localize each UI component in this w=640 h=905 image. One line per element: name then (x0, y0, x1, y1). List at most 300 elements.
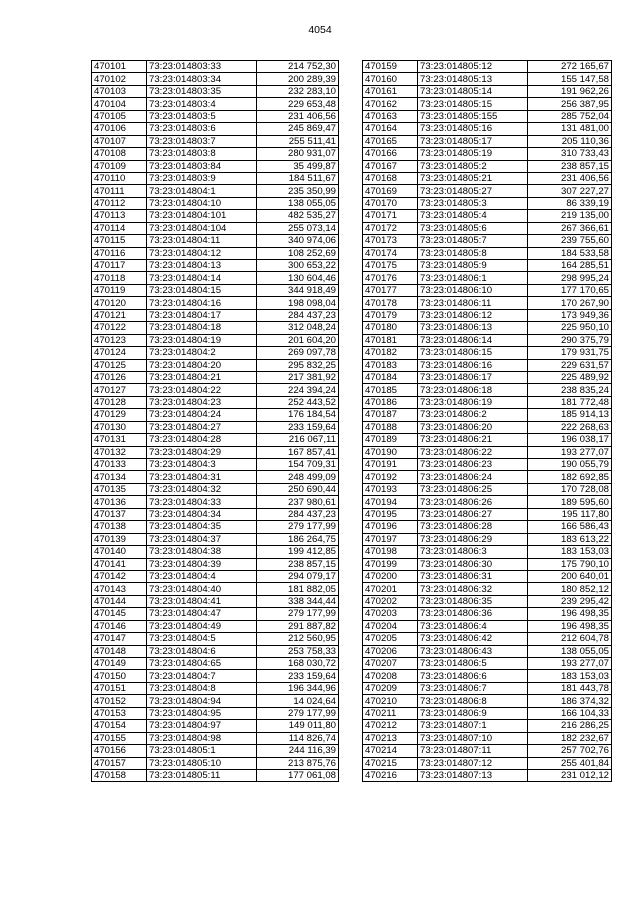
cadastral-number: 73:23:014806:19 (418, 396, 528, 408)
table-row (363, 61, 612, 73)
record-number: 470141 (92, 558, 147, 570)
table-row (92, 284, 339, 296)
record-number: 470116 (92, 247, 147, 259)
table-row (92, 409, 339, 421)
cadastral-number: 73:23:014806:27 (418, 508, 528, 520)
cadastral-value: 285 752,04 (528, 110, 612, 122)
cadastral-value: 344 918,49 (257, 284, 339, 296)
cadastral-value: 199 412,85 (257, 546, 339, 558)
cadastral-value: 239 755,60 (528, 235, 612, 247)
cadastral-number: 73:23:014807:13 (418, 769, 528, 781)
record-number: 470187 (363, 409, 418, 421)
record-number: 470119 (92, 284, 147, 296)
record-number: 470112 (92, 197, 147, 209)
record-number: 470101 (92, 61, 147, 73)
record-number: 470135 (92, 483, 147, 495)
table-row (363, 185, 612, 197)
table-row (363, 272, 612, 284)
record-number: 470171 (363, 210, 418, 222)
table-row (363, 73, 612, 85)
cadastral-number: 73:23:014805:16 (418, 123, 528, 135)
record-number: 470173 (363, 235, 418, 247)
cadastral-number: 73:23:014804:21 (147, 371, 257, 383)
table-row (363, 745, 612, 757)
table-row (92, 595, 339, 607)
cadastral-value: 257 702,76 (528, 745, 612, 757)
record-number: 470160 (363, 73, 418, 85)
record-number: 470106 (92, 123, 147, 135)
record-number: 470136 (92, 496, 147, 508)
cadastral-value: 233 159,64 (257, 421, 339, 433)
cadastral-value: 205 110,36 (528, 135, 612, 147)
cadastral-number: 73:23:014804:27 (147, 421, 257, 433)
table-row (92, 421, 339, 433)
record-number: 470142 (92, 570, 147, 582)
cadastral-value: 114 826,74 (257, 732, 339, 744)
record-number: 470181 (363, 334, 418, 346)
table-row (363, 769, 612, 781)
cadastral-value: 183 153,03 (528, 546, 612, 558)
table-row (363, 85, 612, 97)
cadastral-value: 212 560,95 (257, 633, 339, 645)
cadastral-value: 131 481,00 (528, 123, 612, 135)
table-row (92, 347, 339, 359)
table-row (92, 135, 339, 147)
cadastral-value: 239 295,42 (528, 595, 612, 607)
record-number: 470140 (92, 546, 147, 558)
record-number: 470167 (363, 160, 418, 172)
table-row (92, 396, 339, 408)
cadastral-number: 73:23:014805:155 (418, 110, 528, 122)
table-row (92, 620, 339, 632)
table-row (363, 297, 612, 309)
cadastral-number: 73:23:014803:34 (147, 73, 257, 85)
record-number: 470168 (363, 172, 418, 184)
cadastral-value: 338 344,44 (257, 595, 339, 607)
record-number: 470216 (363, 769, 418, 781)
table-row (92, 434, 339, 446)
table-row (363, 732, 612, 744)
cadastral-value: 237 980,61 (257, 496, 339, 508)
record-number: 470128 (92, 396, 147, 408)
cadastral-number: 73:23:014804:11 (147, 235, 257, 247)
record-number: 470131 (92, 434, 147, 446)
cadastral-number: 73:23:014805:17 (418, 135, 528, 147)
cadastral-number: 73:23:014804:98 (147, 732, 257, 744)
table-row (92, 85, 339, 97)
record-number: 470195 (363, 508, 418, 520)
cadastral-value: 175 790,10 (528, 558, 612, 570)
table-row (92, 459, 339, 471)
table-row (92, 123, 339, 135)
cadastral-value: 186 374,32 (528, 695, 612, 707)
table-row (363, 658, 612, 670)
cadastral-number: 73:23:014805:9 (418, 260, 528, 272)
record-number: 470176 (363, 272, 418, 284)
table-row (92, 695, 339, 707)
record-number: 470214 (363, 745, 418, 757)
table-row (363, 309, 612, 321)
cadastral-number: 73:23:014805:27 (418, 185, 528, 197)
table-row (92, 272, 339, 284)
record-number: 470155 (92, 732, 147, 744)
record-number: 470212 (363, 720, 418, 732)
cadastral-number: 73:23:014806:25 (418, 483, 528, 495)
cadastral-value: 14 024,64 (257, 695, 339, 707)
record-number: 470193 (363, 483, 418, 495)
cadastral-number: 73:23:014806:43 (418, 645, 528, 657)
table-row (363, 160, 612, 172)
cadastral-value: 225 950,10 (528, 322, 612, 334)
cadastral-value: 177 061,08 (257, 769, 339, 781)
table-row (92, 73, 339, 85)
record-number: 470206 (363, 645, 418, 657)
table-row (363, 682, 612, 694)
cadastral-value: 224 394,24 (257, 384, 339, 396)
cadastral-number: 73:23:014806:32 (418, 583, 528, 595)
cadastral-number: 73:23:014805:8 (418, 247, 528, 259)
record-number: 470124 (92, 347, 147, 359)
cadastral-value: 200 640,01 (528, 570, 612, 582)
table-row (363, 757, 612, 769)
cadastral-value: 269 097,78 (257, 347, 339, 359)
table-row (92, 546, 339, 558)
cadastral-value: 229 653,48 (257, 98, 339, 110)
cadastral-number: 73:23:014806:30 (418, 558, 528, 570)
record-number: 470115 (92, 235, 147, 247)
cadastral-number: 73:23:014805:6 (418, 222, 528, 234)
cadastral-value: 168 030,72 (257, 658, 339, 670)
cadastral-number: 73:23:014806:35 (418, 595, 528, 607)
cadastral-number: 73:23:014804:15 (147, 284, 257, 296)
cadastral-number: 73:23:014804:19 (147, 334, 257, 346)
record-number: 470202 (363, 595, 418, 607)
table-row (92, 583, 339, 595)
table-row (363, 222, 612, 234)
record-number: 470183 (363, 359, 418, 371)
cadastral-value: 185 914,13 (528, 409, 612, 421)
record-number: 470120 (92, 297, 147, 309)
cadastral-number: 73:23:014805:21 (418, 172, 528, 184)
cadastral-number: 73:23:014804:95 (147, 707, 257, 719)
cadastral-value: 272 165,67 (528, 61, 612, 73)
record-number: 470154 (92, 720, 147, 732)
cadastral-value: 267 366,61 (528, 222, 612, 234)
cadastral-number: 73:23:014805:10 (147, 757, 257, 769)
cadastral-number: 73:23:014807:11 (418, 745, 528, 757)
cadastral-number: 73:23:014806:42 (418, 633, 528, 645)
cadastral-number: 73:23:014804:5 (147, 633, 257, 645)
record-number: 470170 (363, 197, 418, 209)
cadastral-value: 181 882,05 (257, 583, 339, 595)
table-row (92, 110, 339, 122)
cadastral-number: 73:23:014806:21 (418, 434, 528, 446)
record-number: 470102 (92, 73, 147, 85)
table-row (363, 322, 612, 334)
cadastral-number: 73:23:014806:4 (418, 620, 528, 632)
cadastral-number: 73:23:014804:7 (147, 670, 257, 682)
cadastral-value: 190 055,79 (528, 459, 612, 471)
record-number: 470137 (92, 508, 147, 520)
cadastral-number: 73:23:014804:39 (147, 558, 257, 570)
table-row (363, 334, 612, 346)
table-row (92, 98, 339, 110)
table-row (363, 123, 612, 135)
record-number: 470174 (363, 247, 418, 259)
table-row (92, 670, 339, 682)
cadastral-number: 73:23:014804:34 (147, 508, 257, 520)
record-number: 470208 (363, 670, 418, 682)
cadastral-value: 279 177,99 (257, 707, 339, 719)
cadastral-value: 235 350,99 (257, 185, 339, 197)
cadastral-number: 73:23:014805:13 (418, 73, 528, 85)
cadastral-value: 184 511,67 (257, 172, 339, 184)
register-table-right (362, 60, 612, 782)
record-number: 470204 (363, 620, 418, 632)
cadastral-number: 73:23:014806:13 (418, 322, 528, 334)
cadastral-number: 73:23:014806:2 (418, 409, 528, 421)
table-row (92, 197, 339, 209)
record-number: 470196 (363, 521, 418, 533)
cadastral-value: 198 098,04 (257, 297, 339, 309)
record-number: 470108 (92, 148, 147, 160)
table-row (92, 769, 339, 781)
table-row (92, 757, 339, 769)
cadastral-value: 225 489,92 (528, 371, 612, 383)
record-number: 470113 (92, 210, 147, 222)
table-row (363, 496, 612, 508)
cadastral-value: 279 177,99 (257, 608, 339, 620)
table-row (363, 471, 612, 483)
table-row (363, 396, 612, 408)
cadastral-number: 73:23:014804:4 (147, 570, 257, 582)
table-row (363, 135, 612, 147)
cadastral-value: 86 339,19 (528, 197, 612, 209)
cadastral-number: 73:23:014803:84 (147, 160, 257, 172)
table-row (92, 322, 339, 334)
cadastral-value: 280 931,07 (257, 148, 339, 160)
cadastral-value: 181 772,48 (528, 396, 612, 408)
cadastral-number: 73:23:014804:38 (147, 546, 257, 558)
cadastral-number: 73:23:014804:49 (147, 620, 257, 632)
table-row (92, 508, 339, 520)
table-row (363, 608, 612, 620)
table-row (92, 446, 339, 458)
record-number: 470148 (92, 645, 147, 657)
table-row (363, 98, 612, 110)
cadastral-number: 73:23:014804:8 (147, 682, 257, 694)
record-number: 470197 (363, 533, 418, 545)
table-row (92, 185, 339, 197)
record-number: 470191 (363, 459, 418, 471)
table-row (92, 260, 339, 272)
cadastral-value: 176 184,54 (257, 409, 339, 421)
cadastral-number: 73:23:014806:23 (418, 459, 528, 471)
cadastral-value: 212 604,78 (528, 633, 612, 645)
table-row (92, 633, 339, 645)
record-number: 470192 (363, 471, 418, 483)
record-number: 470143 (92, 583, 147, 595)
cadastral-value: 214 752,30 (257, 61, 339, 73)
record-number: 470126 (92, 371, 147, 383)
cadastral-number: 73:23:014806:24 (418, 471, 528, 483)
cadastral-number: 73:23:014806:18 (418, 384, 528, 396)
record-number: 470104 (92, 98, 147, 110)
table-row (363, 521, 612, 533)
record-number: 470122 (92, 322, 147, 334)
record-number: 470205 (363, 633, 418, 645)
record-number: 470132 (92, 446, 147, 458)
cadastral-value: 290 375,79 (528, 334, 612, 346)
table-row (92, 496, 339, 508)
cadastral-value: 253 758,33 (257, 645, 339, 657)
table-row (363, 446, 612, 458)
table-row (92, 471, 339, 483)
cadastral-value: 217 381,92 (257, 371, 339, 383)
table-row (363, 720, 612, 732)
record-number: 470117 (92, 260, 147, 272)
cadastral-value: 138 055,05 (257, 197, 339, 209)
record-number: 470118 (92, 272, 147, 284)
cadastral-value: 166 586,43 (528, 521, 612, 533)
cadastral-value: 252 443,52 (257, 396, 339, 408)
table-row (92, 172, 339, 184)
record-number: 470139 (92, 533, 147, 545)
record-number: 470209 (363, 682, 418, 694)
record-number: 470127 (92, 384, 147, 396)
cadastral-number: 73:23:014804:23 (147, 396, 257, 408)
table-row (92, 682, 339, 694)
cadastral-value: 196 038,17 (528, 434, 612, 446)
cadastral-value: 154 709,31 (257, 459, 339, 471)
table-row (363, 595, 612, 607)
cadastral-number: 73:23:014804:17 (147, 309, 257, 321)
cadastral-number: 73:23:014803:9 (147, 172, 257, 184)
cadastral-value: 229 631,57 (528, 359, 612, 371)
cadastral-number: 73:23:014806:10 (418, 284, 528, 296)
cadastral-value: 284 437,23 (257, 508, 339, 520)
record-number: 470157 (92, 757, 147, 769)
cadastral-number: 73:23:014803:8 (147, 148, 257, 160)
cadastral-number: 73:23:014804:1 (147, 185, 257, 197)
record-number: 470133 (92, 459, 147, 471)
record-number: 470190 (363, 446, 418, 458)
cadastral-number: 73:23:014806:29 (418, 533, 528, 545)
cadastral-number: 73:23:014807:10 (418, 732, 528, 744)
record-number: 470165 (363, 135, 418, 147)
record-number: 470198 (363, 546, 418, 558)
cadastral-value: 180 852,12 (528, 583, 612, 595)
table-row (363, 670, 612, 682)
table-row (92, 658, 339, 670)
table-row (92, 732, 339, 744)
table-row (363, 371, 612, 383)
cadastral-value: 182 692,85 (528, 471, 612, 483)
cadastral-number: 73:23:014804:31 (147, 471, 257, 483)
table-row (363, 558, 612, 570)
cadastral-number: 73:23:014806:28 (418, 521, 528, 533)
table-row (92, 148, 339, 160)
record-number: 470213 (363, 732, 418, 744)
cadastral-number: 73:23:014805:12 (418, 61, 528, 73)
record-number: 470129 (92, 409, 147, 421)
table-row (92, 570, 339, 582)
cadastral-value: 186 264,75 (257, 533, 339, 545)
record-number: 470151 (92, 682, 147, 694)
cadastral-value: 170 267,90 (528, 297, 612, 309)
cadastral-number: 73:23:014806:17 (418, 371, 528, 383)
cadastral-value: 196 498,35 (528, 608, 612, 620)
cadastral-value: 232 283,10 (257, 85, 339, 97)
cadastral-value: 193 277,07 (528, 446, 612, 458)
table-row (92, 483, 339, 495)
cadastral-value: 279 177,99 (257, 521, 339, 533)
record-number: 470194 (363, 496, 418, 508)
page-number: 4054 (308, 24, 332, 36)
record-number: 470123 (92, 334, 147, 346)
table-row (363, 284, 612, 296)
cadastral-number: 73:23:014804:28 (147, 434, 257, 446)
record-number: 470211 (363, 707, 418, 719)
table-row (363, 409, 612, 421)
cadastral-number: 73:23:014805:14 (418, 85, 528, 97)
cadastral-value: 182 232,67 (528, 732, 612, 744)
record-number: 470178 (363, 297, 418, 309)
cadastral-value: 300 653,22 (257, 260, 339, 272)
cadastral-value: 173 949,36 (528, 309, 612, 321)
cadastral-value: 244 116,39 (257, 745, 339, 757)
cadastral-value: 482 535,27 (257, 210, 339, 222)
cadastral-number: 73:23:014804:41 (147, 595, 257, 607)
table-row (363, 620, 612, 632)
cadastral-value: 191 962,26 (528, 85, 612, 97)
cadastral-value: 108 252,69 (257, 247, 339, 259)
record-number: 470199 (363, 558, 418, 570)
cadastral-value: 183 613,22 (528, 533, 612, 545)
cadastral-value: 295 832,25 (257, 359, 339, 371)
table-row (363, 645, 612, 657)
cadastral-number: 73:23:014806:5 (418, 658, 528, 670)
record-number: 470125 (92, 359, 147, 371)
record-number: 470156 (92, 745, 147, 757)
cadastral-number: 73:23:014806:15 (418, 347, 528, 359)
table-row (92, 61, 339, 73)
table-row (363, 260, 612, 272)
table-row (92, 247, 339, 259)
cadastral-number: 73:23:014804:22 (147, 384, 257, 396)
cadastral-value: 35 499,87 (257, 160, 339, 172)
cadastral-number: 73:23:014804:3 (147, 459, 257, 471)
table-row (92, 297, 339, 309)
table-row (363, 633, 612, 645)
record-number: 470172 (363, 222, 418, 234)
cadastral-number: 73:23:014804:24 (147, 409, 257, 421)
cadastral-number: 73:23:014803:4 (147, 98, 257, 110)
cadastral-value: 312 048,24 (257, 322, 339, 334)
cadastral-number: 73:23:014806:12 (418, 309, 528, 321)
record-number: 470153 (92, 707, 147, 719)
cadastral-value: 183 153,03 (528, 670, 612, 682)
record-number: 470105 (92, 110, 147, 122)
cadastral-number: 73:23:014804:65 (147, 658, 257, 670)
table-row (92, 558, 339, 570)
record-number: 470159 (363, 61, 418, 73)
cadastral-number: 73:23:014806:36 (418, 608, 528, 620)
record-number: 470215 (363, 757, 418, 769)
record-number: 470185 (363, 384, 418, 396)
cadastral-number: 73:23:014806:31 (418, 570, 528, 582)
cadastral-value: 256 387,95 (528, 98, 612, 110)
